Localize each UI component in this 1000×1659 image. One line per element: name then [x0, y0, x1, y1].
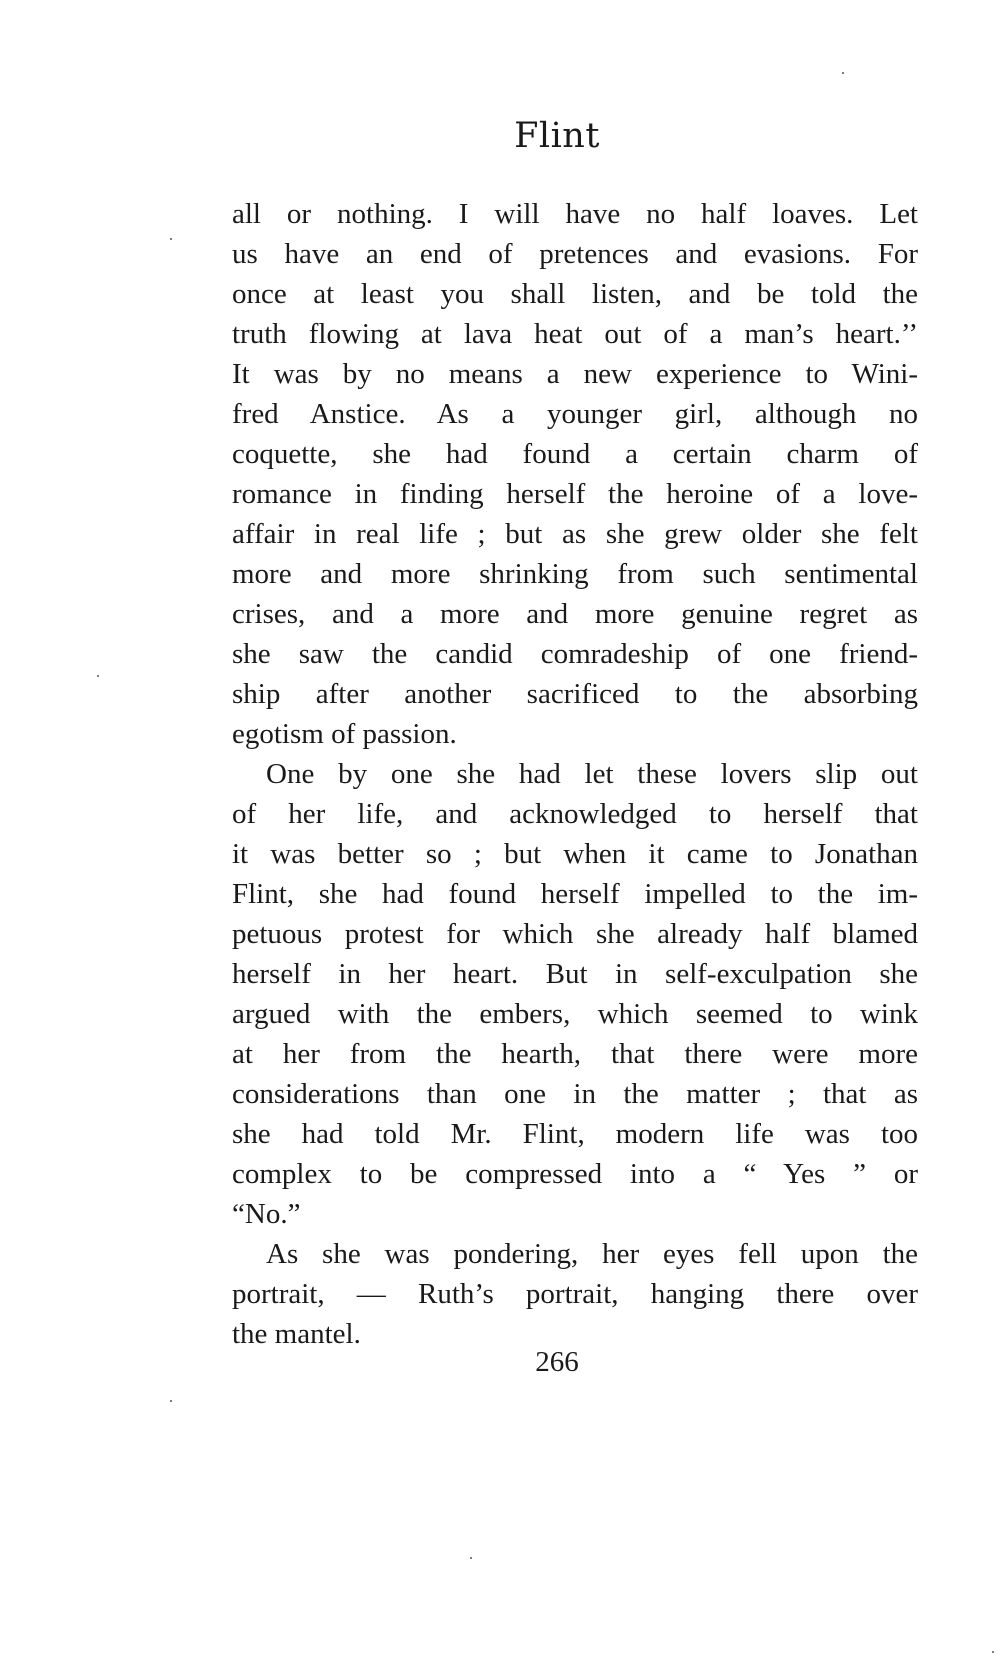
text-line: As she was pondering, her eyes fell upon the: [266, 1238, 918, 1270]
text-line: coquette, she had found a certain charm of: [232, 438, 918, 470]
text-line: us have an end of pretences and evasions. For: [232, 238, 918, 270]
text-line: argued with the embers, which seemed to wink: [232, 998, 918, 1030]
text-line: One by one she had let these lovers slip out: [266, 758, 918, 790]
page-number: 266: [535, 1346, 579, 1378]
text-line: ship after another sacrificed to the absorbing: [232, 678, 918, 710]
text-line: truth flowing at lava heat out of a man’s heart.’’: [232, 318, 918, 350]
text-line: portrait, — Ruth’s portrait, hanging there over: [232, 1278, 918, 1310]
text-line: more and more shrinking from such sentimental: [232, 558, 918, 590]
body-text: [232, 194, 918, 1354]
text-line: she saw the candid comradeship of one friend-: [232, 638, 918, 670]
scan-speck: [170, 238, 172, 240]
text-line: once at least you shall listen, and be told the: [232, 278, 918, 310]
scan-speck: [97, 675, 99, 677]
text-line: the mantel.: [232, 1318, 361, 1350]
text-line: complex to be compressed into a “ Yes ” or: [232, 1158, 918, 1190]
text-line: egotism of passion.: [232, 718, 457, 750]
text-line: It was by no means a new experience to Wini-: [232, 358, 918, 390]
text-line: herself in her heart. But in self-exculpation she: [232, 958, 918, 990]
paragraph: [232, 754, 918, 1234]
text-line: at her from the hearth, that there were more: [232, 1038, 918, 1070]
text-line: petuous protest for which she already half blamed: [232, 918, 918, 950]
text-line: fred Anstice. As a younger girl, although no: [232, 398, 918, 430]
scan-speck: [842, 72, 844, 74]
text-line: affair in real life ; but as she grew older she felt: [232, 518, 918, 550]
text-line: it was better so ; but when it came to Jonathan: [232, 838, 918, 870]
text-line: Flint, she had found herself impelled to the im-: [232, 878, 918, 910]
running-head: Flint: [514, 116, 600, 156]
paragraph: [232, 1234, 918, 1354]
scan-speck: [470, 1557, 472, 1559]
text-line: considerations than one in the matter ; that as: [232, 1078, 918, 1110]
text-line: of her life, and acknowledged to herself that: [232, 798, 918, 830]
scan-speck: [170, 1400, 172, 1402]
text-line: she had told Mr. Flint, modern life was too: [232, 1118, 918, 1150]
text-line: “No.”: [232, 1198, 301, 1230]
scan-speck: [992, 1651, 994, 1653]
text-line: all or nothing. I will have no half loaves. Let: [232, 198, 918, 230]
text-line: romance in finding herself the heroine of a love-: [232, 478, 918, 510]
paragraph: [232, 194, 918, 754]
text-line: crises, and a more and more genuine regret as: [232, 598, 918, 630]
